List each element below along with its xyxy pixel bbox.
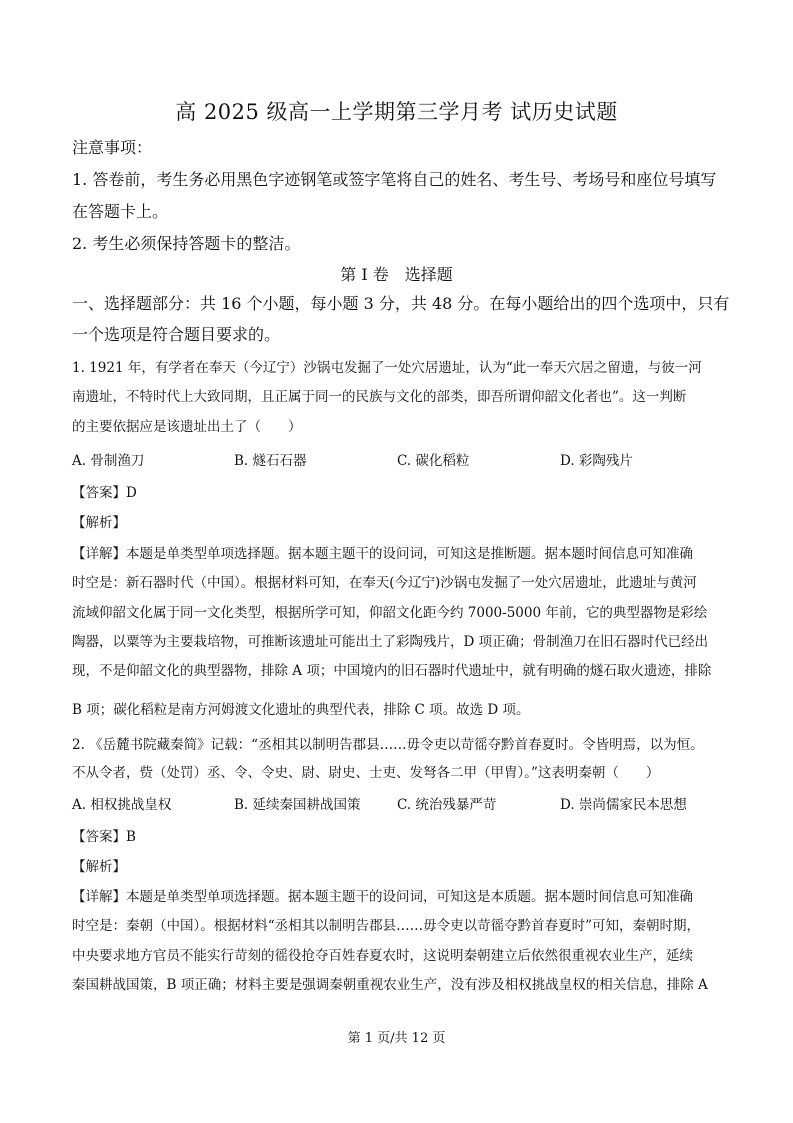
q2-detail-line-4: 秦国耕战国策，B 项正确；材料主要是强调秦朝重视农业生产，没有涉及相权挑战皇权的相关信息，排除 A [72,977,708,993]
q2-answer: 【答案】B [72,829,136,845]
section-title: 第 I 卷 选择题 [340,265,453,284]
notice-heading: 注意事项： [72,138,153,157]
q1-answer: 【答案】D [72,485,137,501]
q1-analysis-label: 【解析】 [72,515,126,531]
instructions-line-2: 一个选项是符合题目要求的。 [72,325,281,344]
q2-detail-line-2: 时空是：秦朝（中国）。根据材料“丞相其以制明告郡县……毋令吏以苛徭夺黔首春夏时”可知，秦朝时期， [72,918,701,934]
q2-analysis-label: 【解析】 [72,859,126,875]
q1-detail-line-2: 时空是：新石器时代（中国）。根据材料可知，在奉天(今辽宁)沙锅屯发掘了一处穴居遗址，此遗址与黄河 [72,575,697,591]
q1-stem-line-2: 南遗址，不特时代上大致同期，且正属于同一的民族与文化的部类，即吾所谓仰韶文化者也”。这一判断 [72,389,687,405]
q1-detail-line-1: 【详解】本题是单类型单项选择题。据本题主题干的设问词，可知这是推断题。据本题时间信息可知准确 [72,546,693,562]
q2-stem-line-2: 不从令者，赀（处罚）丞、令、令史、尉、尉史、士吏、发弩各二甲（甲胄）。”这表明秦朝（ ） [72,765,660,781]
q1-option-a: A. 骨制渔刀 [72,453,145,469]
q2-option-c: C. 统治残暴严苛 [397,797,497,813]
q1-option-d: D. 彩陶残片 [560,453,633,469]
q1-option-c: C. 碳化稻粒 [397,453,470,469]
q1-detail-line-4: 陶器，以粟等为主要栽培物，可推断该遗址可能出土了彩陶残片，D 项正确；骨制渔刀在旧石器时代已经出 [72,634,709,650]
q1-option-b: B. 燧石石器 [234,453,307,469]
q2-stem-line-1: 2. 《岳麓书院藏秦简》记载：“丞相其以制明告郡县……毋令吏以苛徭夺黔首春夏时。令皆明焉，以为恒。 [72,737,704,753]
instructions-line-1: 一、选择题部分：共 16 个小题，每小题 3 分，共 48 分。在每小题给出的四个选项中，只有 [72,294,730,313]
q2-detail-line-1: 【详解】本题是单类型单项选择题。据本题主题干的设问词，可知这是本质题。据本题时间信息可知准确 [72,889,693,905]
q1-detail-line-6: B 项；碳化稻粒是南方河姆渡文化遗址的典型代表，排除 C 项。故选 D 项。 [72,702,530,718]
notice-item-1: 1. 答卷前，考生务必用黑色字迹钢笔或签字笔将自己的姓名、考生号、考场号和座位号填写 [72,170,717,189]
q1-detail-line-3: 流域仰韶文化属于同一文化类型，根据所学可知，仰韶文化距今约 7000-5000 年前，它的典型器物是彩绘 [72,605,708,621]
notice-item-1-cont: 在答题卡上。 [72,202,169,221]
q1-stem-line-3: 的主要依据应是该遗址出土了（ ） [72,419,302,435]
exam-title: 高 2025 级高一上学期第三学月考 试历史试题 [175,100,618,124]
notice-item-2: 2. 考生必须保持答题卡的整洁。 [72,234,301,253]
q2-option-a: A. 相权挑战皇权 [72,797,172,813]
q2-option-d: D. 崇尚儒家民本思想 [560,797,687,813]
q1-stem-line-1: 1. 1921 年，有学者在奉天（今辽宁）沙锅屯发掘了一处穴居遗址，认为“此一奉天穴居之留遗，与彼一河 [72,360,702,376]
q2-option-b: B. 延续秦国耕战国策 [234,797,361,813]
page-footer: 第 1 页/共 12 页 [347,1031,446,1046]
q1-detail-line-5: 现，不是仰韶文化的典型器物，排除 A 项；中国境内的旧石器时代遗址中，就有明确的燧石取火遗迹，排除 [72,663,712,679]
q2-detail-line-3: 中央要求地方官员不能实行苛刻的徭役抢夺百姓春夏农时，这说明秦朝建立后依然很重视农业生产，延续 [72,948,693,964]
